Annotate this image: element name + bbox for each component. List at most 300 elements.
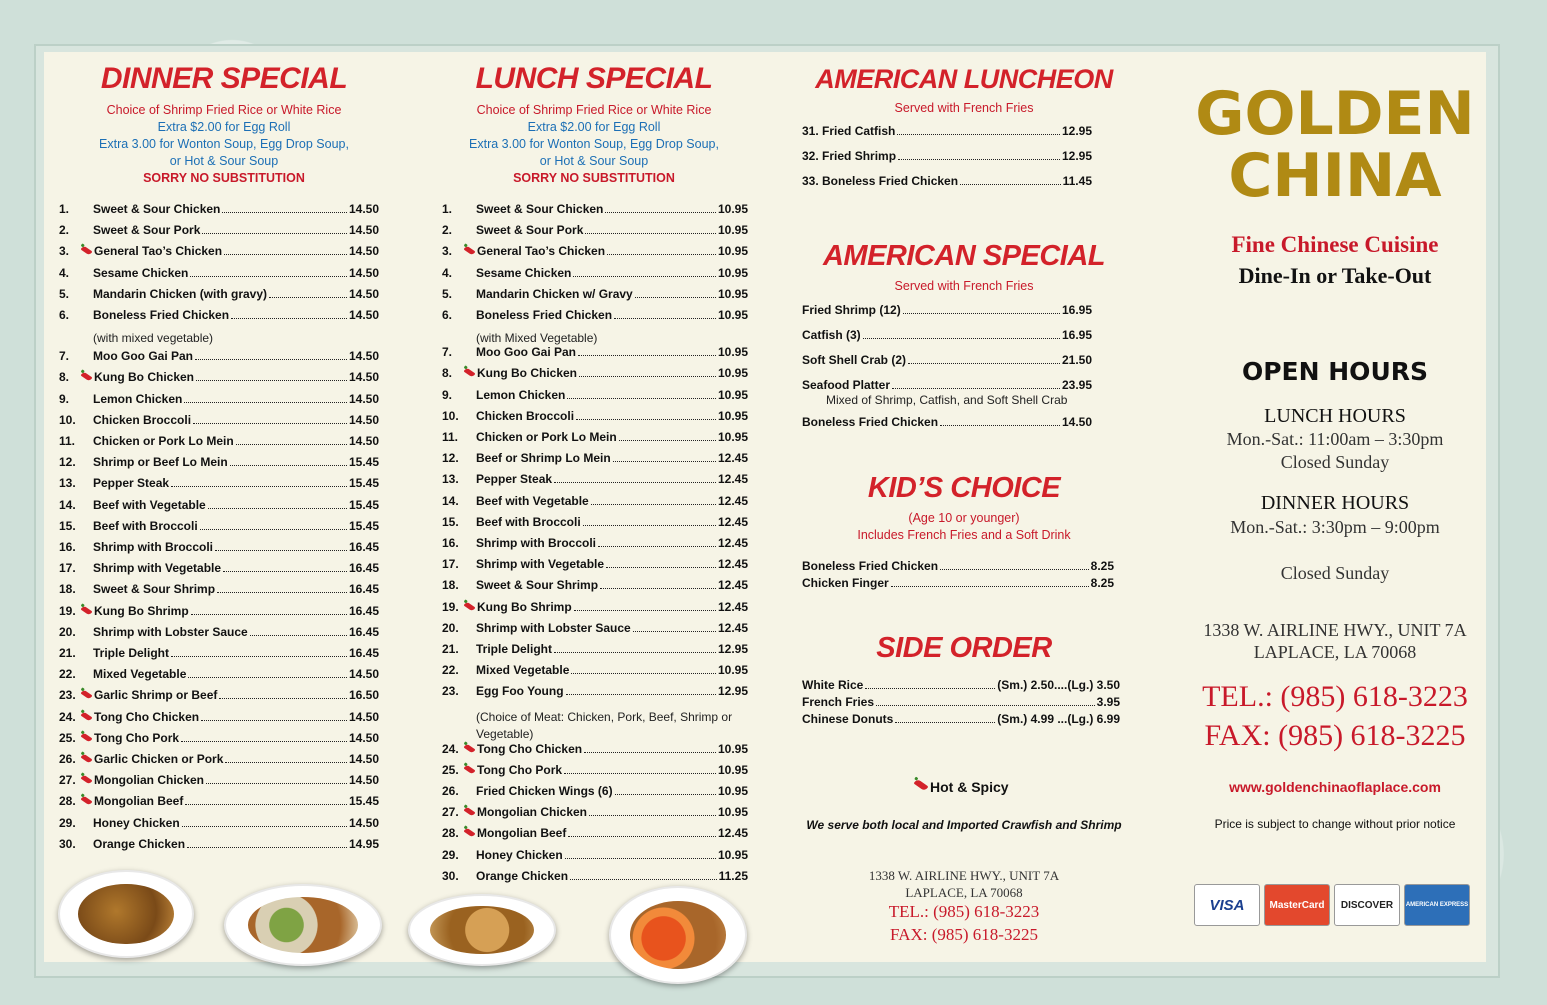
menu-item-number: 26. bbox=[59, 752, 76, 766]
menu-item-row bbox=[442, 784, 748, 798]
menu-item-number: 16. bbox=[59, 540, 76, 554]
dot-leader bbox=[573, 276, 716, 277]
menu-item-price: 14.50 bbox=[348, 434, 379, 448]
menu-item-row bbox=[59, 561, 379, 575]
menu-item-row bbox=[59, 816, 379, 830]
menu-item-row bbox=[442, 388, 748, 402]
menu-item-name: Sesame Chicken bbox=[93, 266, 189, 280]
dot-leader bbox=[898, 159, 1060, 160]
menu-item-name: Mongolian Beef bbox=[476, 826, 566, 840]
menu-item-row bbox=[59, 837, 379, 851]
menu-item-price: 8.25 bbox=[1090, 559, 1114, 573]
menu-item-price: 15.45 bbox=[348, 476, 379, 490]
dot-leader bbox=[633, 631, 716, 632]
dot-leader bbox=[185, 804, 347, 805]
menu-item-number: 4. bbox=[442, 266, 453, 280]
dot-leader bbox=[195, 359, 347, 360]
lunch-note-soup: Extra 3.00 for Wonton Soup, Egg Drop Soup, bbox=[469, 137, 719, 151]
menu-item-number: 15. bbox=[442, 515, 459, 529]
fax-number: FAX: (985) 618-3225 bbox=[1204, 719, 1466, 752]
dot-leader bbox=[619, 440, 716, 441]
menu-item-price: 21.50 bbox=[1061, 353, 1092, 367]
dot-leader bbox=[236, 444, 347, 445]
lunch-no-substitution: SORRY NO SUBSTITUTION bbox=[513, 171, 675, 185]
dot-leader bbox=[567, 398, 716, 399]
dinner-note-rice: Choice of Shrimp Fried Rice or White Rice bbox=[106, 103, 342, 117]
dot-leader bbox=[863, 338, 1060, 339]
menu-item-row bbox=[59, 434, 379, 448]
menu-item-name: Shrimp with Lobster Sauce bbox=[476, 621, 631, 635]
menu-item-row bbox=[442, 345, 748, 359]
menu-item-number: 16. bbox=[442, 536, 459, 550]
american-special-sub: Served with French Fries bbox=[894, 279, 1034, 293]
dot-leader bbox=[206, 783, 347, 784]
menu-item-price: 10.95 bbox=[717, 345, 748, 359]
dot-leader bbox=[222, 212, 347, 213]
menu-item-name: Shrimp with Broccoli bbox=[476, 536, 597, 550]
menu-item-price: 12.45 bbox=[717, 578, 748, 592]
menu-item-name: Beef with Broccoli bbox=[476, 515, 581, 529]
dot-leader bbox=[891, 586, 1089, 587]
menu-item-number: 8. bbox=[442, 366, 453, 380]
menu-item-price: 10.95 bbox=[717, 287, 748, 301]
amex-card-icon: AMERICAN EXPRESS bbox=[1404, 884, 1470, 926]
menu-item-row bbox=[802, 712, 1120, 726]
menu-item-row bbox=[442, 536, 748, 550]
dot-leader bbox=[598, 546, 716, 547]
menu-item-number: 28. bbox=[59, 794, 76, 808]
menu-item-row bbox=[442, 308, 748, 322]
fax-mid: FAX: (985) 618-3225 bbox=[890, 925, 1038, 944]
menu-item-row bbox=[442, 244, 748, 258]
menu-item-row bbox=[802, 124, 1092, 138]
menu-item-row bbox=[802, 559, 1114, 573]
menu-item-price: (Sm.) 4.99 ...(Lg.) 6.99 bbox=[997, 712, 1120, 726]
menu-item-price: 12.45 bbox=[717, 600, 748, 614]
menu-item-row bbox=[59, 349, 379, 363]
dot-leader bbox=[554, 652, 716, 653]
dot-leader bbox=[589, 815, 716, 816]
menu-item-number: 27. bbox=[442, 805, 459, 819]
dot-leader bbox=[635, 297, 716, 298]
menu-item-row bbox=[59, 540, 379, 554]
menu-item-row bbox=[802, 695, 1120, 709]
menu-item-number: 6. bbox=[59, 308, 70, 322]
menu-item-row bbox=[442, 826, 748, 840]
dot-leader bbox=[568, 836, 716, 837]
menu-item-price: 14.50 bbox=[348, 731, 379, 745]
menu-item-row bbox=[442, 848, 748, 862]
menu-item-number: 26. bbox=[442, 784, 459, 798]
menu-item-name: Moo Goo Gai Pan bbox=[476, 345, 577, 359]
dot-leader bbox=[202, 233, 347, 234]
menu-item-row bbox=[442, 642, 748, 656]
menu-item-number: 17. bbox=[442, 557, 459, 571]
menu-item-number: 20. bbox=[59, 625, 76, 639]
menu-item-name: Mandarin Chicken (with gravy) bbox=[93, 287, 268, 301]
menu-item-number: 17. bbox=[59, 561, 76, 575]
menu-item-row bbox=[442, 430, 748, 444]
lunch-special-title: LUNCH SPECIAL bbox=[475, 62, 713, 95]
menu-item-price: 3.95 bbox=[1096, 695, 1120, 709]
menu-item-name: Sweet & Sour Chicken bbox=[476, 202, 604, 216]
dot-leader bbox=[565, 858, 716, 859]
dot-leader bbox=[188, 677, 347, 678]
menu-item-number: 24. bbox=[59, 710, 76, 724]
lunch-item-6-note: (with Mixed Vegetable) bbox=[476, 331, 598, 345]
menu-item-price: 12.45 bbox=[717, 536, 748, 550]
menu-item-name: Sweet & Sour Pork bbox=[476, 223, 584, 237]
dine-in-take-out: Dine-In or Take-Out bbox=[1238, 263, 1432, 288]
address-line-2-mid: LAPLACE, LA 70068 bbox=[905, 885, 1023, 900]
menu-item-row bbox=[802, 415, 1092, 429]
dot-leader bbox=[230, 465, 347, 466]
menu-item-row bbox=[59, 625, 379, 639]
menu-item-price: 14.50 bbox=[348, 370, 379, 384]
menu-item-name: Chicken Finger bbox=[802, 576, 889, 590]
menu-item-row bbox=[59, 519, 379, 533]
menu-item-name: Boneless Fried Chicken bbox=[802, 415, 939, 429]
menu-item-price: 10.95 bbox=[717, 805, 748, 819]
dinner-hours-time: Mon.-Sat.: 3:30pm – 9:00pm bbox=[1230, 517, 1440, 537]
side-order-list bbox=[802, 678, 1120, 738]
menu-item-price: 14.50 bbox=[348, 816, 379, 830]
kids-includes-note: Includes French Fries and a Soft Drink bbox=[857, 528, 1071, 542]
menu-item-number: 5. bbox=[59, 287, 70, 301]
brand-name-china: CHINA bbox=[1228, 141, 1442, 211]
menu-item-number: 22. bbox=[59, 667, 76, 681]
dot-leader bbox=[579, 376, 716, 377]
menu-item-number: 24. bbox=[442, 742, 459, 756]
menu-item-price: 12.45 bbox=[717, 557, 748, 571]
food-plate-vegetables bbox=[224, 884, 382, 966]
dot-leader bbox=[895, 722, 995, 723]
menu-item-price: 12.45 bbox=[717, 621, 748, 635]
dot-leader bbox=[187, 847, 347, 848]
dot-leader bbox=[269, 297, 347, 298]
dinner-special-title: DINNER SPECIAL bbox=[100, 62, 348, 95]
menu-item-name: Tong Cho Pork bbox=[476, 763, 562, 777]
menu-item-row bbox=[442, 663, 748, 677]
menu-item-row bbox=[442, 557, 748, 571]
menu-item-name: Triple Delight bbox=[476, 642, 553, 656]
menu-item-price: 10.95 bbox=[717, 266, 748, 280]
dot-leader bbox=[908, 363, 1060, 364]
food-plate-fried-chicken bbox=[408, 894, 556, 966]
dot-leader bbox=[215, 550, 347, 551]
dot-leader bbox=[191, 614, 347, 615]
menu-item-price: 11.25 bbox=[718, 869, 748, 883]
menu-item-price: 16.45 bbox=[348, 604, 379, 618]
menu-item-price: 23.95 bbox=[1061, 378, 1092, 392]
menu-item-name: Orange Chicken bbox=[93, 837, 186, 851]
menu-item-price: 15.45 bbox=[348, 794, 379, 808]
menu-item-name: Tong Cho Chicken bbox=[93, 710, 199, 724]
dot-leader bbox=[219, 698, 347, 699]
menu-item-price: 10.95 bbox=[717, 366, 748, 380]
menu-item-row bbox=[442, 763, 748, 777]
dot-leader bbox=[585, 233, 716, 234]
lunch-note-rice: Choice of Shrimp Fried Rice or White Rice bbox=[476, 103, 712, 117]
menu-item-price: 14.50 bbox=[348, 244, 379, 258]
dinner-note-soup: Extra 3.00 for Wonton Soup, Egg Drop Soup, bbox=[99, 137, 349, 151]
dot-leader bbox=[960, 184, 1061, 185]
menu-item-price: 14.50 bbox=[348, 392, 379, 406]
menu-item-number: 6. bbox=[442, 308, 453, 322]
dot-leader bbox=[576, 419, 716, 420]
menu-item-name: Beef with Broccoli bbox=[93, 519, 198, 533]
menu-item-number: 1. bbox=[442, 202, 453, 216]
menu-item-number: 23. bbox=[59, 688, 76, 702]
menu-item-name: Kung Bo Shrimp bbox=[93, 604, 189, 618]
dot-leader bbox=[892, 388, 1060, 389]
menu-item-number: 3. bbox=[59, 244, 70, 258]
menu-item-price: 15.45 bbox=[348, 519, 379, 533]
menu-item-name: Shrimp with Vegetable bbox=[93, 561, 222, 575]
menu-item-price: 16.45 bbox=[348, 646, 379, 660]
american-luncheon-list bbox=[802, 124, 1092, 204]
address-line-1-mid: 1338 W. AIRLINE HWY., UNIT 7A bbox=[868, 868, 1060, 883]
lunch-note-soup2: or Hot & Sour Soup bbox=[539, 154, 649, 168]
menu-item-price: 10.95 bbox=[717, 742, 748, 756]
menu-item-row bbox=[59, 731, 379, 745]
menu-item-row bbox=[442, 621, 748, 635]
menu-item-name: Kung Bo Chicken bbox=[476, 366, 577, 380]
menu-item-price: 16.45 bbox=[348, 582, 379, 596]
dot-leader bbox=[570, 879, 717, 880]
menu-item-name: Beef or Shrimp Lo Mein bbox=[476, 451, 611, 465]
lunch-item-list bbox=[442, 202, 748, 902]
menu-item-name: Moo Goo Gai Pan bbox=[93, 349, 194, 363]
menu-item-price: 12.95 bbox=[717, 684, 748, 698]
menu-item-name: Seafood Platter bbox=[802, 378, 891, 392]
menu-item-price: 16.45 bbox=[348, 625, 379, 639]
menu-item-price: 14.50 bbox=[348, 752, 379, 766]
american-luncheon-sub: Served with French Fries bbox=[894, 101, 1034, 115]
menu-item-row bbox=[802, 328, 1092, 342]
menu-item-name: Orange Chicken bbox=[476, 869, 569, 883]
menu-item-row bbox=[59, 287, 379, 301]
menu-item-row bbox=[442, 742, 748, 756]
menu-item-number: 3. bbox=[442, 244, 453, 258]
menu-item-number: 9. bbox=[442, 388, 453, 402]
dot-leader bbox=[201, 720, 347, 721]
dot-leader bbox=[571, 673, 716, 674]
dot-leader bbox=[584, 752, 716, 753]
dinner-hours-title: DINNER HOURS bbox=[1260, 492, 1410, 514]
menu-item-number: 28. bbox=[442, 826, 459, 840]
menu-item-name: Triple Delight bbox=[93, 646, 170, 660]
menu-item-name: Shrimp with Vegetable bbox=[476, 557, 605, 571]
menu-item-row bbox=[59, 752, 379, 766]
menu-item-name: Lemon Chicken bbox=[93, 392, 183, 406]
menu-item-number: 23. bbox=[442, 684, 459, 698]
kids-choice-title: KID’S CHOICE bbox=[867, 472, 1061, 504]
menu-item-number: 19. bbox=[442, 600, 459, 614]
dot-leader bbox=[606, 567, 716, 568]
kids-choice-list bbox=[802, 559, 1114, 599]
dot-leader bbox=[554, 482, 716, 483]
menu-item-number: 15. bbox=[59, 519, 76, 533]
payment-cards bbox=[1194, 884, 1474, 928]
menu-item-row bbox=[802, 353, 1092, 367]
dinner-hours-closed: Closed Sunday bbox=[1280, 563, 1390, 583]
menu-item-name: Shrimp with Lobster Sauce bbox=[93, 625, 248, 639]
menu-item-price: 15.45 bbox=[348, 498, 379, 512]
menu-item-number: 18. bbox=[59, 582, 76, 596]
menu-item-number: 25. bbox=[442, 763, 459, 777]
menu-item-price: 12.45 bbox=[717, 494, 748, 508]
seafood-platter-note: Mixed of Shrimp, Catfish, and Soft Shell Crab bbox=[826, 393, 1068, 407]
menu-item-row bbox=[802, 378, 1092, 392]
menu-item-row bbox=[59, 370, 379, 384]
menu-item-price: 10.95 bbox=[717, 308, 748, 322]
tagline: Fine Chinese Cuisine bbox=[1231, 232, 1439, 257]
menu-item-row bbox=[442, 494, 748, 508]
menu-item-name: White Rice bbox=[802, 678, 864, 692]
menu-item-name: Shrimp or Beef Lo Mein bbox=[93, 455, 228, 469]
menu-item-name: Tong Cho Chicken bbox=[476, 742, 582, 756]
menu-item-row bbox=[59, 266, 379, 280]
menu-item-name: Boneless Fried Chicken bbox=[476, 308, 613, 322]
menu-item-price: 16.50 bbox=[348, 688, 379, 702]
menu-item-price: 14.95 bbox=[348, 837, 379, 851]
dot-leader bbox=[600, 588, 716, 589]
mastercard-icon: MasterCard bbox=[1264, 884, 1330, 926]
dot-leader bbox=[184, 402, 347, 403]
dot-leader bbox=[614, 318, 716, 319]
menu-item-price: 10.95 bbox=[717, 202, 748, 216]
menu-item-price: 10.95 bbox=[717, 848, 748, 862]
dot-leader bbox=[583, 525, 716, 526]
menu-panel bbox=[44, 52, 1486, 962]
menu-item-number: 11. bbox=[59, 434, 76, 448]
menu-item-price: 12.95 bbox=[1061, 149, 1092, 163]
website-link[interactable]: www.goldenchinaoflaplace.com bbox=[1229, 779, 1441, 795]
discover-card-icon: DISCOVER bbox=[1334, 884, 1400, 926]
menu-item-number: 7. bbox=[59, 349, 70, 363]
menu-item-price: 10.95 bbox=[717, 784, 748, 798]
menu-item-row bbox=[59, 392, 379, 406]
menu-item-name: General Tao’s Chicken bbox=[93, 244, 222, 258]
menu-item-number: 13. bbox=[442, 472, 459, 486]
menu-item-number: 12. bbox=[59, 455, 76, 469]
menu-item-price: 10.95 bbox=[717, 430, 748, 444]
menu-item-price: 10.95 bbox=[717, 763, 748, 777]
menu-item-row bbox=[59, 498, 379, 512]
menu-item-number: 2. bbox=[59, 223, 70, 237]
dot-leader bbox=[182, 826, 347, 827]
menu-item-row bbox=[442, 409, 748, 423]
menu-item-name: Garlic Chicken or Pork bbox=[93, 752, 223, 766]
menu-item-name: Fried Shrimp (12) bbox=[802, 303, 901, 317]
menu-item-price: 14.50 bbox=[348, 223, 379, 237]
menu-item-price: (Sm.) 2.50....(Lg.) 3.50 bbox=[997, 678, 1120, 692]
menu-item-name: French Fries bbox=[802, 695, 875, 709]
menu-item-number: 8. bbox=[59, 370, 70, 384]
menu-item-name: Beef with Vegetable bbox=[93, 498, 206, 512]
food-plate-noodles bbox=[58, 870, 194, 958]
dot-leader bbox=[171, 656, 347, 657]
dot-leader bbox=[607, 254, 716, 255]
menu-item-row bbox=[442, 600, 748, 614]
menu-item-name: Beef with Vegetable bbox=[476, 494, 589, 508]
menu-item-row bbox=[59, 604, 379, 618]
menu-item-row bbox=[442, 578, 748, 592]
menu-item-name: Honey Chicken bbox=[93, 816, 180, 830]
menu-item-name: Lemon Chicken bbox=[476, 388, 566, 402]
menu-item-row bbox=[59, 223, 379, 237]
menu-item-name: 33. Boneless Fried Chicken bbox=[802, 174, 959, 188]
menu-item-number: 21. bbox=[442, 642, 459, 656]
lunch-hours-time: Mon.-Sat.: 11:00am – 3:30pm bbox=[1226, 429, 1444, 449]
menu-item-row bbox=[442, 287, 748, 301]
dot-leader bbox=[181, 741, 347, 742]
menu-item-price: 10.95 bbox=[717, 223, 748, 237]
menu-item-number: 4. bbox=[59, 266, 70, 280]
menu-item-number: 29. bbox=[59, 816, 76, 830]
dot-leader bbox=[940, 425, 1060, 426]
menu-item-name: Mixed Vegetable bbox=[93, 667, 187, 681]
menu-item-name: Sweet & Sour Shrimp bbox=[93, 582, 216, 596]
dot-leader bbox=[940, 569, 1089, 570]
menu-item-name: Chicken or Pork Lo Mein bbox=[476, 430, 617, 444]
price-notice: Price is subject to change without prior notice bbox=[1214, 817, 1456, 831]
menu-item-price: 15.45 bbox=[348, 455, 379, 469]
dot-leader bbox=[574, 610, 716, 611]
dot-leader bbox=[196, 380, 347, 381]
menu-item-name: Chicken Broccoli bbox=[476, 409, 575, 423]
menu-item-name: Tong Cho Pork bbox=[93, 731, 179, 745]
menu-item-name: Chicken Broccoli bbox=[93, 413, 192, 427]
menu-item-price: 10.95 bbox=[717, 409, 748, 423]
open-hours-title: OPEN HOURS bbox=[1241, 357, 1428, 386]
menu-item-price: 16.45 bbox=[348, 540, 379, 554]
dot-leader bbox=[171, 486, 347, 487]
menu-item-name: Mongolian Chicken bbox=[476, 805, 587, 819]
menu-item-name: Catfish (3) bbox=[802, 328, 861, 342]
kids-age-note: (Age 10 or younger) bbox=[908, 511, 1020, 525]
menu-item-number: 1. bbox=[59, 202, 70, 216]
menu-item-price: 14.50 bbox=[348, 287, 379, 301]
menu-item-row bbox=[442, 515, 748, 529]
dinner-note-soup2: or Hot & Sour Soup bbox=[169, 154, 279, 168]
hot-spicy-legend bbox=[914, 779, 1009, 795]
dot-leader bbox=[613, 461, 716, 462]
menu-item-row bbox=[59, 455, 379, 469]
menu-item-row bbox=[59, 202, 379, 216]
menu-item-name: Garlic Shrimp or Beef bbox=[93, 688, 217, 702]
menu-item-row bbox=[59, 646, 379, 660]
phone-number: TEL.: (985) 618-3223 bbox=[1202, 680, 1468, 713]
menu-item-number: 19. bbox=[59, 604, 76, 618]
menu-item-row bbox=[442, 472, 748, 486]
dot-leader bbox=[224, 254, 347, 255]
menu-item-price: 16.45 bbox=[348, 561, 379, 575]
menu-item-name: Soft Shell Crab (2) bbox=[802, 353, 907, 367]
dot-leader bbox=[250, 635, 347, 636]
menu-item-price: 14.50 bbox=[348, 202, 379, 216]
menu-item-number: 9. bbox=[59, 392, 70, 406]
menu-item-price: 10.95 bbox=[717, 244, 748, 258]
menu-item-row bbox=[59, 244, 379, 258]
menu-item-number: 14. bbox=[59, 498, 76, 512]
menu-item-name: Shrimp with Broccoli bbox=[93, 540, 214, 554]
menu-item-name: Mongolian Beef bbox=[93, 794, 183, 808]
menu-item-price: 14.50 bbox=[348, 308, 379, 322]
menu-item-row bbox=[59, 710, 379, 724]
american-special-list bbox=[802, 303, 1092, 433]
